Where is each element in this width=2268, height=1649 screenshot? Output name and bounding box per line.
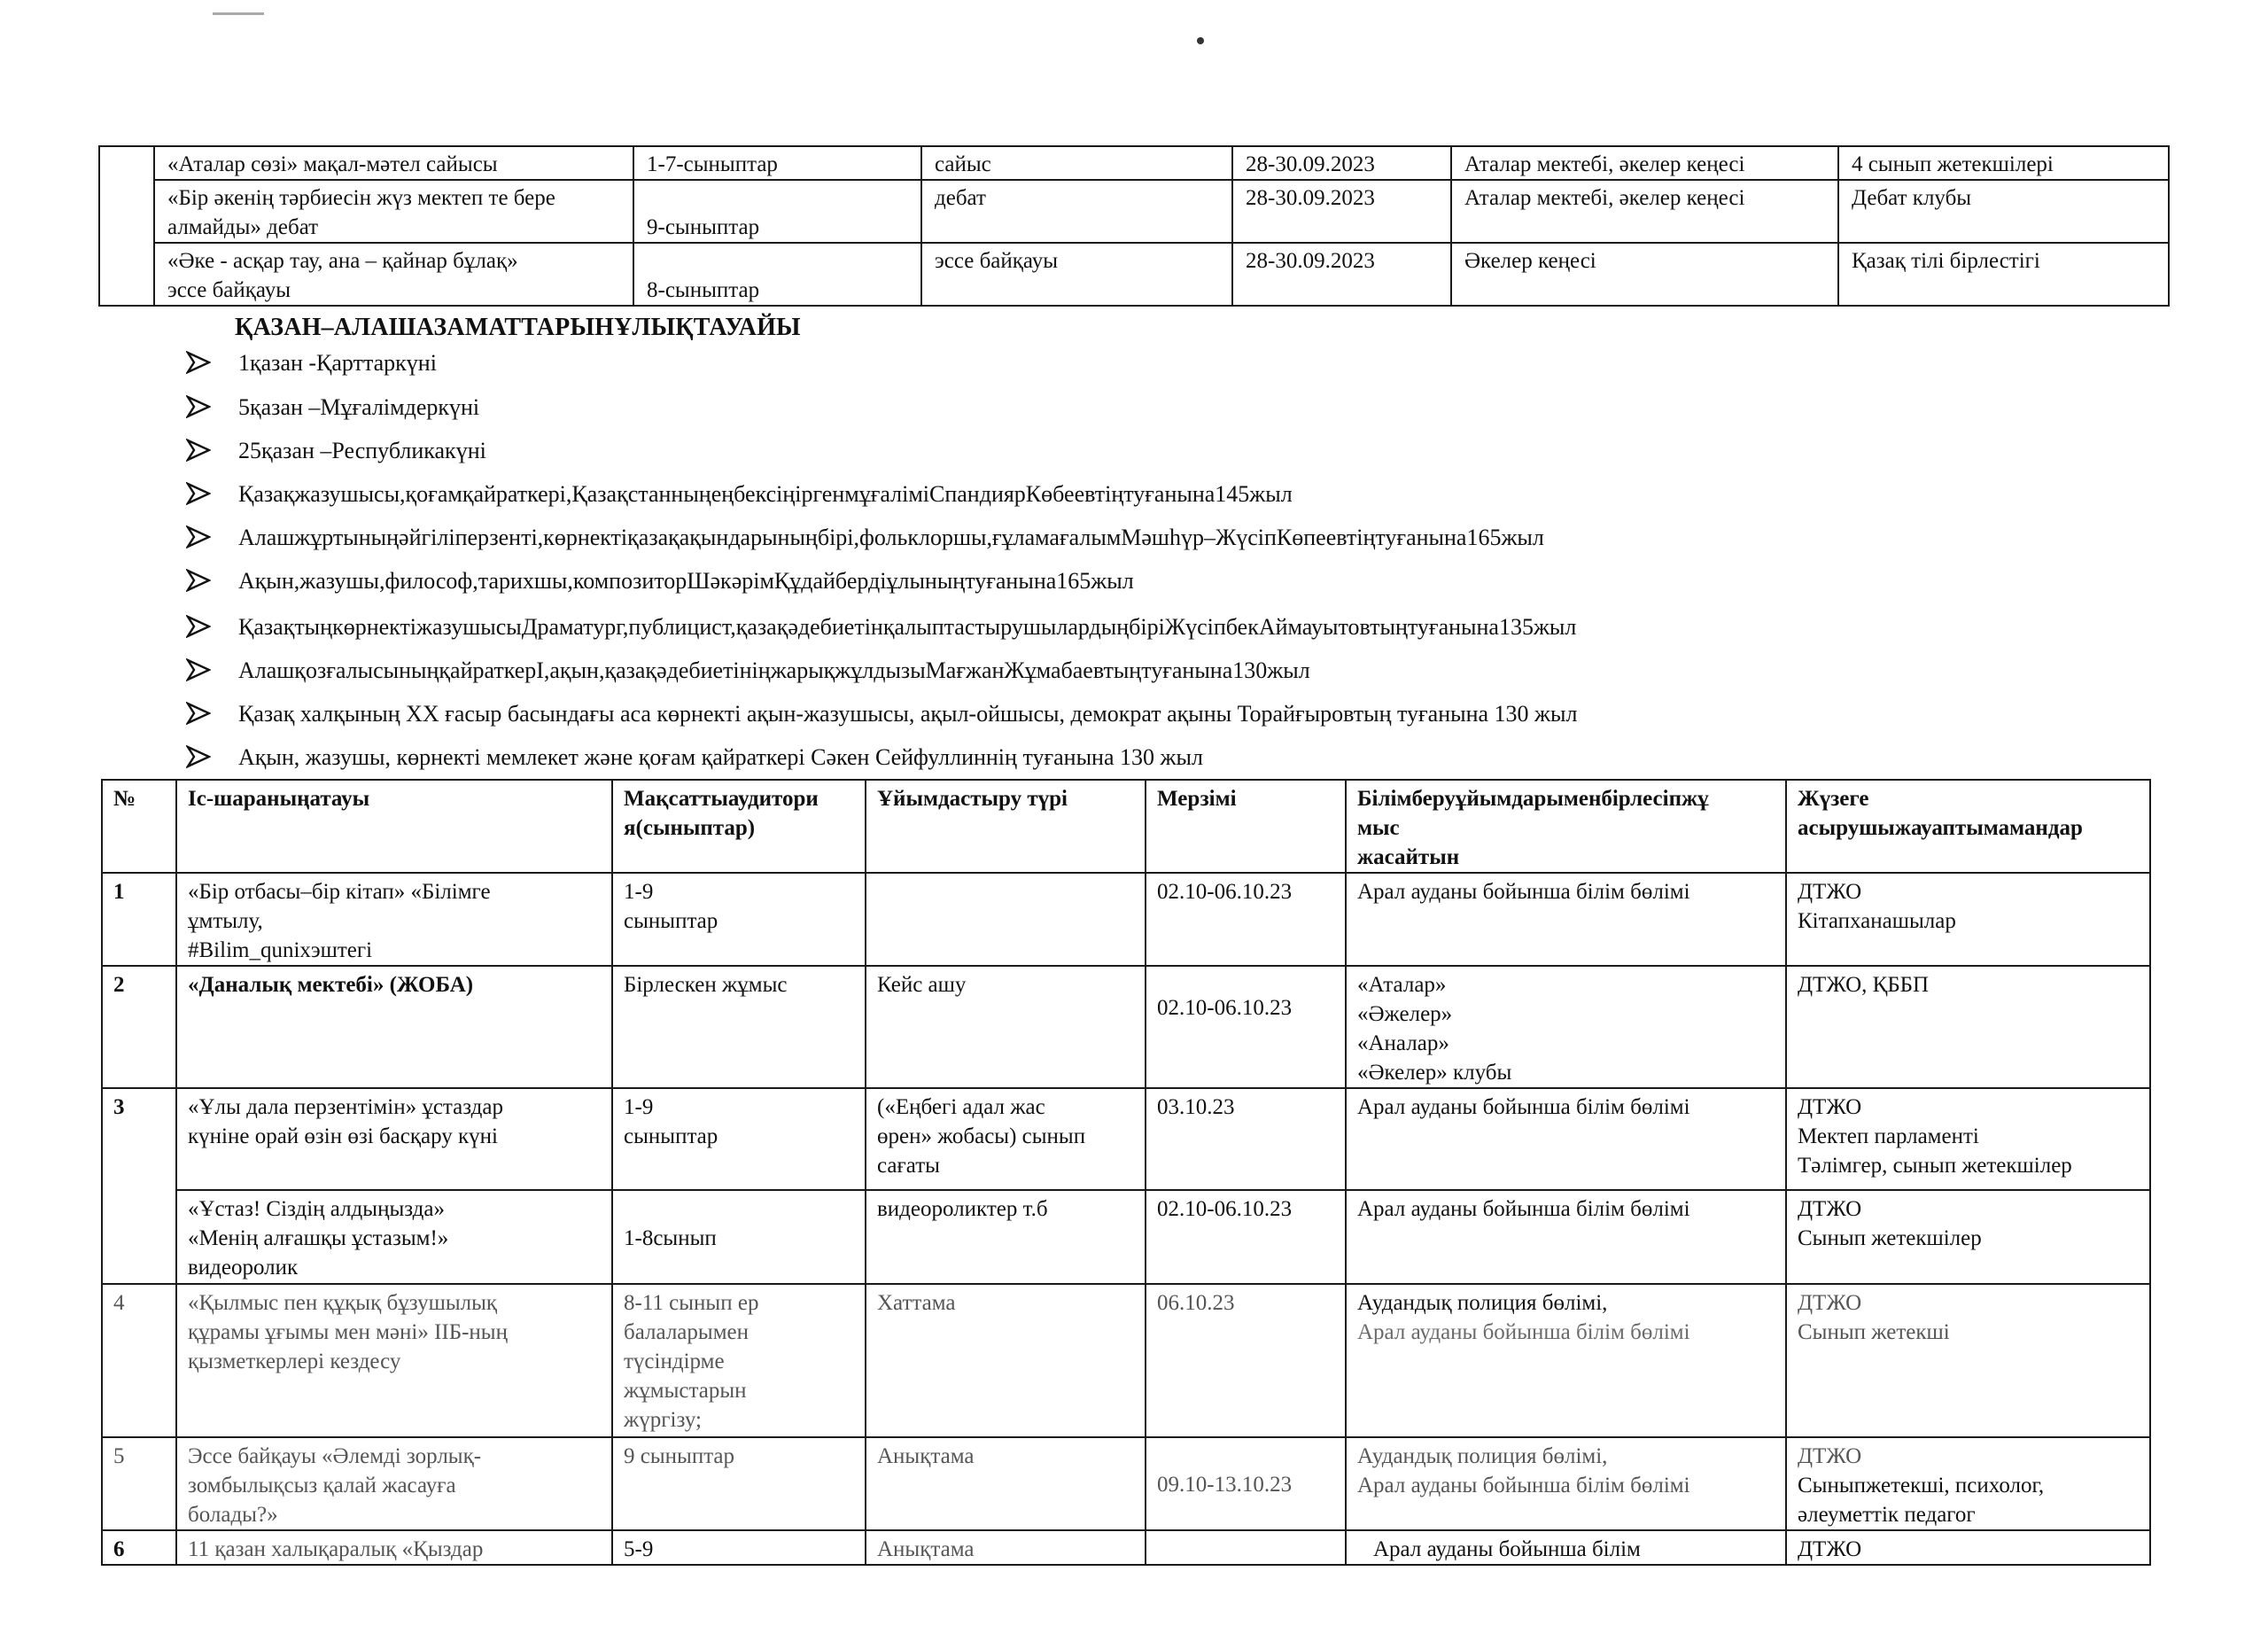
table-row (99, 243, 2169, 306)
line: қызметкерлері кездесу (188, 1350, 401, 1373)
line: Эссе байқауы «Әлемді зорлық- (188, 1444, 482, 1468)
form: Анықтама (866, 1530, 1146, 1565)
form: Хаттама (866, 1284, 1146, 1437)
line: 1-9 (624, 880, 654, 904)
month-title: ҚАЗАН–АЛАШАЗАМАТТАРЫНҰЛЫҚТАУАЙЫ (235, 314, 801, 341)
partners (1346, 966, 1786, 1088)
arrowhead-bullet-icon (186, 615, 211, 638)
arrowhead-bullet-icon (186, 702, 211, 725)
event-name: «Аталар сөзі» мақал-мәтел сайысы (154, 146, 633, 180)
dates: 06.10.23 (1146, 1284, 1346, 1437)
header-name: Іс-шараныңатауы (176, 780, 612, 873)
audience: 1-7-сыныптар (633, 146, 921, 180)
event-name (176, 1284, 612, 1437)
line: Мектеп парламенті (1798, 1124, 1979, 1148)
list-item (186, 393, 479, 422)
arrowhead-bullet-icon (186, 745, 211, 768)
line: ДТЖО (1798, 1444, 1862, 1468)
dates: 28-30.09.2023 (1232, 146, 1451, 180)
line: Аудандық полиция бөлімі, (1357, 1291, 1608, 1315)
audience: 5-9 (612, 1530, 866, 1565)
arrowhead-bullet-icon (186, 569, 211, 592)
form: Кейс ашу (866, 966, 1146, 1088)
list-item-text: АлашқозғалысыныңқайраткерІ,ақын,қазақәдебиетініңжарықжұлдызыМағжанЖұмабаевтыңтуғанына130жыл (238, 657, 1310, 683)
row-num: 4 (102, 1284, 176, 1437)
line: «Бір отбасы–бір кітап» «Білімге (188, 880, 491, 904)
line: түсіндірме (624, 1350, 725, 1373)
form: Анықтама (866, 1437, 1146, 1530)
event-name (176, 873, 612, 966)
header-partners (1346, 780, 1786, 873)
partners: Арал ауданы бойынша білім (1346, 1530, 1786, 1565)
row-num: 6 (102, 1530, 176, 1565)
line: сыныптар (624, 909, 718, 933)
responsible (1786, 1190, 2150, 1284)
audience (612, 1284, 866, 1437)
form (866, 1088, 1146, 1190)
responsible: Дебат клубы (1838, 180, 2169, 243)
line: «Бір әкенің тәрбиесін жүз мектеп те бере (167, 186, 555, 210)
event-name: 11 қазан халықаралық «Қыздар (176, 1530, 612, 1565)
arrowhead-bullet-icon (186, 439, 211, 462)
events-plan-table (101, 779, 2151, 1566)
line: өрен» жобасы) сынып (877, 1124, 1086, 1148)
event-type: эссе байқауы (921, 243, 1232, 306)
responsible (1786, 1088, 2150, 1190)
line: 9-сыныптар (647, 215, 760, 239)
line: 8-сыныптар (647, 278, 760, 302)
list-item (186, 743, 1203, 772)
line: сағаты (877, 1154, 940, 1178)
arrowhead-bullet-icon (186, 525, 211, 548)
header-responsible (1786, 780, 2150, 873)
partners: Арал ауданы бойынша білім бөлімі (1346, 873, 1786, 966)
responsible (1786, 1284, 2150, 1437)
line: әлеуметтік педагог (1798, 1503, 1976, 1527)
event-name: «Даналық мектебі» (ЖОБА) (176, 966, 612, 1088)
table-row (102, 966, 2150, 1088)
arrowhead-bullet-icon (186, 351, 211, 374)
list-item-text: Қазақ халқының XX ғасыр басындағы аса көрнекті ақын-жазушысы, ақыл-ойшысы, демократ ақыны Торайғыровтың туғанына 130 жыл (238, 701, 1578, 727)
dates: 28-30.09.2023 (1232, 243, 1451, 306)
line: #Bilim_qunixэштегі (188, 938, 373, 962)
table-header-row (102, 780, 2150, 873)
list-item (186, 657, 1310, 685)
line: асырушыжауаптымамандар (1798, 816, 2083, 840)
line: 1-9 (624, 1095, 654, 1119)
table-row (102, 1284, 2150, 1437)
line: ДТЖО (1798, 1197, 1862, 1221)
line: 8-11 сынып ер (624, 1291, 759, 1315)
event-type: дебат (921, 180, 1232, 243)
audience (612, 1088, 866, 1190)
audience: 9 сыныптар (612, 1437, 866, 1530)
line: «Әкелер» клубы (1357, 1061, 1512, 1085)
row-num: 1 (102, 873, 176, 966)
dates: 09.10-13.10.23 (1146, 1437, 1346, 1530)
responsible (1786, 1437, 2150, 1530)
list-item-text: ҚазақтыңкөрнектіжазушысыДраматург,публицист,қазақәдебиетінқалыптастырушылардыңбіріЖүсіпбекАймауытовтыңтуғанына135жыл (238, 614, 1577, 640)
line: «Қылмыс пен құқық бұзушылық (188, 1291, 498, 1315)
scan-dot (1197, 37, 1204, 44)
partners: Аталар мектебі, әкелер кеңесі (1451, 146, 1838, 180)
list-item-text: Алашжұртыныңәйгіліперзенті,көрнектіқазақақындарыныңбірі,фольклоршы,ғұламағалымМәшһүр–ЖүсіпКөпеевтіңтуғанына165жыл (238, 525, 1544, 550)
line: Аудандық полиция бөлімі, (1357, 1444, 1608, 1468)
line: ДТЖО (1798, 1291, 1862, 1315)
line: Жүзеге (1798, 787, 1869, 811)
line: 1-8сынып (624, 1226, 717, 1250)
event-name (154, 180, 633, 243)
line: ДТЖО (1798, 1095, 1862, 1119)
event-name (154, 243, 633, 306)
header-dates: Мерзімі (1146, 780, 1346, 873)
dates: 28-30.09.2023 (1232, 180, 1451, 243)
audience (612, 1190, 866, 1284)
line: «Аналар» (1357, 1031, 1449, 1055)
line: «Ұстаз! Сіздің алдыңызда» (188, 1197, 445, 1221)
responsible: 4 сынып жетекшілері (1838, 146, 2169, 180)
event-name (176, 1437, 612, 1530)
line: эссе байқауы (167, 278, 291, 302)
row-num: 2 (102, 966, 176, 1088)
line: «Аталар» (1357, 973, 1447, 997)
audience (633, 180, 921, 243)
list-item (186, 480, 1293, 509)
list-item-text: 5қазан –Мұғалімдеркүні (238, 394, 480, 420)
header-num: № (102, 780, 176, 873)
event-name (176, 1190, 612, 1284)
partners (1346, 1437, 1786, 1530)
responsible: ДТЖО, ҚББП (1786, 966, 2150, 1088)
line: алмайды» дебат (167, 215, 319, 239)
line: күніне орай өзін өзі басқару күні (188, 1124, 498, 1148)
line: Сынып жетекшілер (1798, 1226, 1982, 1250)
line: («Еңбегі адал жас (877, 1095, 1045, 1119)
event-type: сайыс (921, 146, 1232, 180)
line: я(сыныптар) (624, 816, 756, 840)
dates: 03.10.23 (1146, 1088, 1346, 1190)
list-item (186, 613, 1576, 642)
arrowhead-bullet-icon (186, 395, 211, 418)
line: зомбылықсыз қалай жасауға (188, 1474, 456, 1497)
partners (1346, 1284, 1786, 1437)
partners: Әкелер кеңесі (1451, 243, 1838, 306)
arrowhead-bullet-icon (186, 658, 211, 681)
line: құрамы ұғымы мен мәні» ІІБ-ның (188, 1320, 508, 1344)
dates (1146, 1530, 1346, 1565)
event-name (176, 1088, 612, 1190)
responsible (1786, 873, 2150, 966)
list-item (186, 524, 1544, 552)
table-row (102, 1190, 2150, 1284)
table-row (99, 146, 2169, 180)
list-item-text: Қазақжазушысы,қоғамқайраткері,ҚазақстанныңеңбексіңіргенмұғаліміСпандиярКөбеевтіңтуғанына145жыл (238, 481, 1293, 507)
list-item-text: 25қазан –Республикакүні (238, 438, 486, 463)
form: видеороликтер т.б (866, 1190, 1146, 1284)
line: Арал ауданы бойынша білім бөлімі (1357, 1320, 1690, 1344)
line: Тәлімгер, сынып жетекшілер (1798, 1154, 2072, 1178)
line: балаларымен (624, 1320, 749, 1344)
scan-mark (213, 12, 264, 15)
list-item (186, 349, 437, 377)
audience (612, 873, 866, 966)
list-item-text: Ақын, жазушы, көрнекті мемлекет және қоғам қайраткері Сәкен Сейфуллиннің туғанына 130 жыл (238, 744, 1203, 770)
header-form: Ұйымдастыру түрі (866, 780, 1146, 873)
audience: Бірлескен жұмыс (612, 966, 866, 1088)
dates: 02.10-06.10.23 (1146, 966, 1346, 1088)
audience (633, 243, 921, 306)
list-item-text: Ақын,жазушы,философ,тарихшы,композиторШәкәрімҚұдайбердіұлыныңтуғанына165жыл (238, 568, 1134, 594)
form (866, 873, 1146, 966)
line: ДТЖО (1798, 880, 1862, 904)
line: Мақсаттыаудитори (624, 787, 819, 811)
line: болады?» (188, 1503, 278, 1527)
list-item-text: 1қазан -Қарттаркүні (238, 350, 437, 376)
line: жасайтын (1357, 845, 1460, 869)
row-num: 3 (102, 1088, 176, 1284)
line: Арал ауданы бойынша білім бөлімі (1357, 1474, 1690, 1497)
table-row (99, 180, 2169, 243)
table-row (102, 1088, 2150, 1190)
table-row (102, 1437, 2150, 1530)
list-item (186, 437, 486, 465)
line: жүргізу; (624, 1408, 702, 1432)
responsible: ДТЖО (1786, 1530, 2150, 1565)
dates: 02.10-06.10.23 (1146, 1190, 1346, 1284)
line: «Ұлы дала перзентімін» ұстаздар (188, 1095, 503, 1119)
line: видеоролик (188, 1256, 299, 1280)
line: Сыныпжетекші, психолог, (1798, 1474, 2045, 1497)
line: мыс (1357, 816, 1400, 840)
table-row (102, 873, 2150, 966)
partners: Арал ауданы бойынша білім бөлімі (1346, 1088, 1786, 1190)
header-audience (612, 780, 866, 873)
dates: 02.10-06.10.23 (1146, 873, 1346, 966)
responsible: Қазақ тілі бірлестігі (1838, 243, 2169, 306)
arrowhead-bullet-icon (186, 482, 211, 505)
partners: Аталар мектебі, әкелер кеңесі (1451, 180, 1838, 243)
list-item (186, 567, 1134, 595)
line: сыныптар (624, 1124, 718, 1148)
top-table (98, 145, 2170, 307)
line: «Әке - асқар тау, ана – қайнар бұлақ» (167, 249, 518, 273)
line: ұмтылу, (188, 909, 263, 933)
row-num: 5 (102, 1437, 176, 1530)
line: Сынып жетекші (1798, 1320, 1950, 1344)
line: жұмыстарын (624, 1379, 747, 1403)
empty-cell (99, 146, 154, 306)
line: «Менің алғашқы ұстазым!» (188, 1226, 449, 1250)
line: Кітапханашылар (1798, 909, 1956, 933)
line: Білімберуұйымдарыменбірлесіпжұ (1357, 787, 1709, 811)
partners: Арал ауданы бойынша білім бөлімі (1346, 1190, 1786, 1284)
list-item (186, 700, 1577, 728)
table-row (102, 1530, 2150, 1565)
line: «Әжелер» (1357, 1002, 1453, 1026)
